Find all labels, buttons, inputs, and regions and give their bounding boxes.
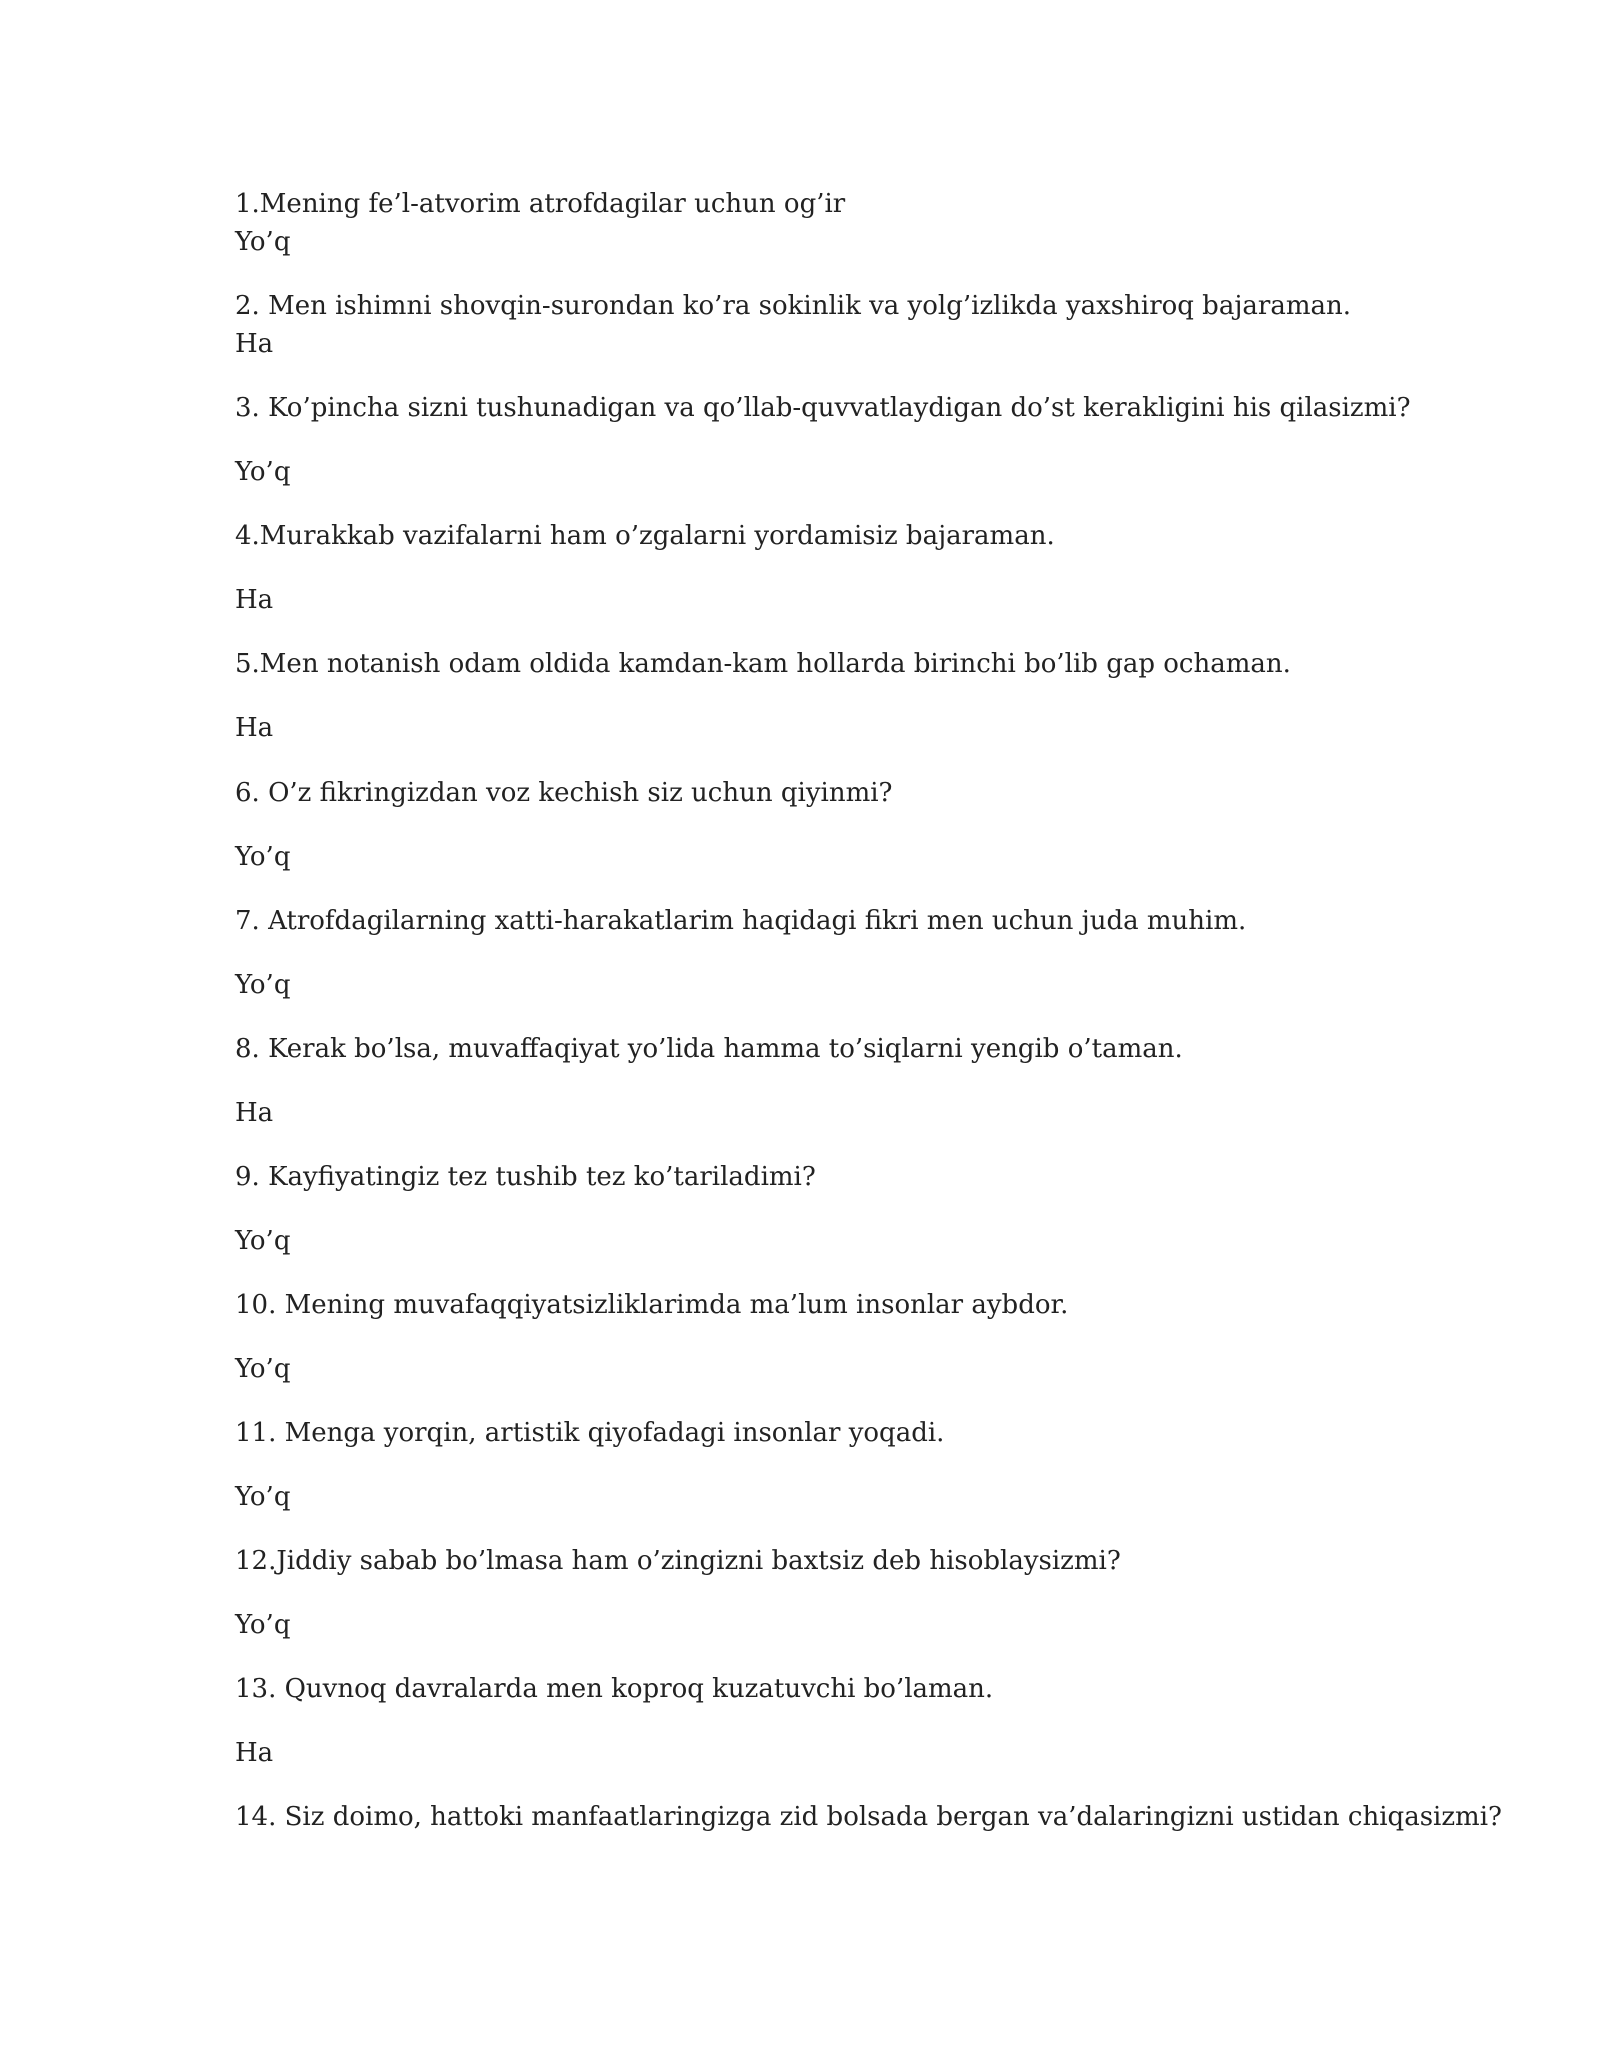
answer-4: Ha	[235, 585, 274, 615]
question-11: 11. Menga yorqin, artistik qiyofadagi insonlar yoqadi.	[235, 1418, 945, 1448]
answer-3: Yo’q	[235, 457, 291, 487]
question-12: 12.Jiddiy sabab bo’lmasa ham o’zingizni baxtsiz deb hisoblaysizmi?	[235, 1546, 1121, 1576]
question-8: 8. Kerak bo’lsa, muvaffaqiyat yo’lida hamma to’siqlarni yengib o’taman.	[235, 1034, 1183, 1064]
question-5: 5.Men notanish odam oldida kamdan-kam hollarda birinchi bo’lib gap ochaman.	[235, 649, 1291, 679]
question-1: 1.Mening fe’l-atvorim atrofdagilar uchun og’ir	[235, 189, 846, 219]
question-14: 14. Siz doimo, hattoki manfaatlaringizga zid bolsada bergan va’dalaringizni ustidan chiqasizmi?	[235, 1802, 1502, 1832]
question-13: 13. Quvnoq davralarda men koproq kuzatuvchi bo’laman.	[235, 1674, 994, 1704]
answer-9: Yo’q	[235, 1226, 291, 1256]
question-7: 7. Atrofdagilarning xatti-harakatlarim haqidagi fikri men uchun juda muhim.	[235, 906, 1247, 936]
answer-2: Ha	[235, 329, 274, 359]
answer-13: Ha	[235, 1738, 274, 1768]
answer-10: Yo’q	[235, 1354, 291, 1384]
question-10: 10. Mening muvafaqqiyatsizliklarimda ma’lum insonlar aybdor.	[235, 1290, 1069, 1320]
answer-12: Yo’q	[235, 1610, 291, 1640]
answer-11: Yo’q	[235, 1482, 291, 1512]
answer-5: Ha	[235, 713, 274, 743]
question-3: 3. Ko’pincha sizni tushunadigan va qo’llab-quvvatlaydigan do’st kerakligini his qilasizmi?	[235, 393, 1411, 423]
question-6: 6. O’z fikringizdan voz kechish siz uchun qiyinmi?	[235, 778, 893, 808]
answer-7: Yo’q	[235, 970, 291, 1000]
question-9: 9. Kayfiyatingiz tez tushib tez ko’tariladimi?	[235, 1162, 816, 1192]
answer-6: Yo’q	[235, 842, 291, 872]
answer-8: Ha	[235, 1098, 274, 1128]
question-4: 4.Murakkab vazifalarni ham o’zgalarni yordamisiz bajaraman.	[235, 521, 1055, 551]
question-2: 2. Men ishimni shovqin-surondan ko’ra sokinlik va yolg’izlikda yaxshiroq bajaraman.	[235, 291, 1351, 321]
answer-1: Yo’q	[235, 227, 291, 257]
